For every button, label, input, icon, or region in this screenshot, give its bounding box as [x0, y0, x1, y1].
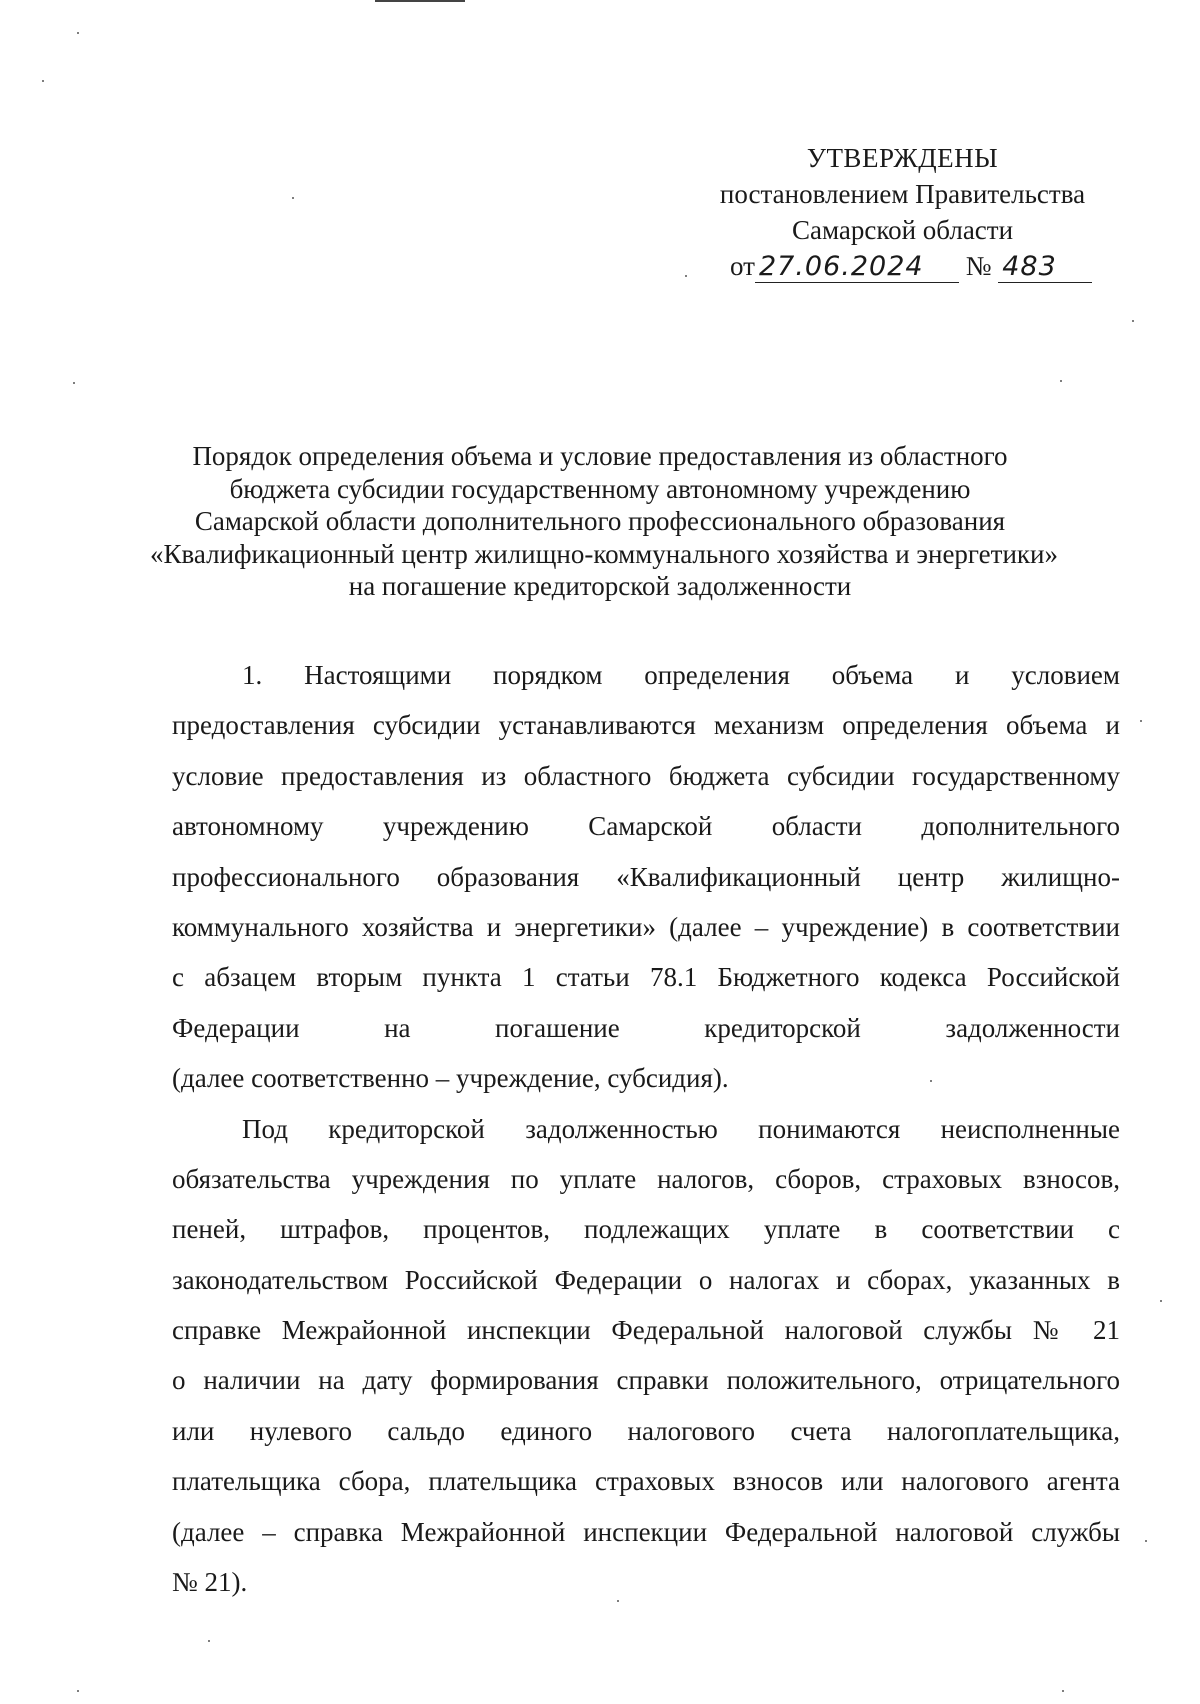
- scan-speck: [617, 1600, 619, 1602]
- scan-speck: [1160, 1300, 1162, 1302]
- paragraph-line: Под кредиторской задолженностью понимаются неисполненные: [242, 1113, 1120, 1144]
- title-line: бюджета субсидии государственному автономному учреждению: [229, 473, 971, 504]
- paragraph-line: профессионального образования «Квалификационный центр жилищно-: [172, 861, 1120, 892]
- paragraph-line: № 21).: [172, 1567, 248, 1598]
- title-line: на погашение кредиторской задолженности: [348, 571, 852, 602]
- scan-speck: [77, 1690, 79, 1692]
- scan-speck: [208, 1640, 210, 1642]
- paragraph-line: обязательства учреждения по уплате налогов, сборов, страховых взносов,: [172, 1163, 1120, 1194]
- paragraph-line: условие предоставления из областного бюджета субсидии государственному: [172, 760, 1120, 791]
- scan-speck: [42, 80, 44, 82]
- paragraph-line: или нулевого сальдо единого налогового счета налогоплательщика,: [172, 1415, 1120, 1446]
- paragraph-line: автономному учреждению Самарской области дополнительного: [172, 811, 1120, 842]
- approval-line-2: Самарской области: [791, 215, 1014, 245]
- number-prefix: №: [965, 251, 992, 281]
- paragraph-line: пеней, штрафов, процентов, подлежащих уплате в соответствии с: [172, 1214, 1120, 1245]
- approval-date-line: [700, 248, 1105, 284]
- approval-title: УТВЕРЖДЕНЫ: [806, 143, 999, 173]
- scan-speck: [685, 275, 687, 277]
- paragraph-line: с абзацем вторым пункта 1 статьи 78.1 Бюджетного кодекса Российской: [172, 962, 1120, 993]
- handwritten-date: 27.06.2024: [755, 252, 959, 283]
- document-body: [172, 650, 1120, 1607]
- paragraph-line: законодательством Российской Федерации о налогах и сборах, указанных в: [172, 1264, 1120, 1295]
- scan-speck: [930, 1080, 932, 1082]
- handwritten-number: 483: [998, 252, 1092, 283]
- paragraph-line: (далее соответственно – учреждение, субсидия).: [172, 1063, 729, 1094]
- paragraph-line: коммунального хозяйства и энергетики» (далее – учреждение) в соответствии: [172, 911, 1120, 942]
- title-line: «Квалификационный центр жилищно-коммунального хозяйства и энергетики»: [150, 538, 1058, 569]
- date-prefix: от: [730, 251, 755, 281]
- scan-speck: [1062, 1690, 1064, 1692]
- paragraph-line: о наличии на дату формирования справки положительного, отрицательного: [172, 1365, 1120, 1396]
- scan-speck: [77, 32, 79, 34]
- scan-speck: [1132, 320, 1134, 322]
- scan-speck: [73, 382, 75, 384]
- paragraph-line: (далее – справка Межрайонной инспекции Федеральной налоговой службы: [172, 1516, 1120, 1547]
- scan-speck: [1140, 720, 1142, 722]
- paragraph-line: плательщика сбора, плательщика страховых взносов или налогового агента: [172, 1466, 1120, 1497]
- paragraph-line: предоставления субсидии устанавливаются механизм определения объема и: [172, 710, 1120, 741]
- title-line: Самарской области дополнительного профессионального образования: [194, 506, 1006, 537]
- title-line: Порядок определения объема и условие предоставления из областного: [192, 441, 1008, 471]
- paragraph-2: [172, 1104, 1120, 1608]
- scan-speck: [1145, 1540, 1147, 1542]
- approval-line-1: постановлением Правительства: [719, 179, 1086, 209]
- scan-speck: [1060, 380, 1062, 382]
- paragraph-1: [172, 650, 1120, 1104]
- scan-edge-mark: [375, 0, 465, 2]
- paragraph-line: 1. Настоящими порядком определения объема и условием: [242, 660, 1120, 690]
- scan-speck: [292, 197, 294, 199]
- paragraph-line: справке Межрайонной инспекции Федеральной налоговой службы № 21: [172, 1315, 1120, 1346]
- approval-stamp-block: [700, 140, 1105, 284]
- document-title: [150, 440, 1058, 603]
- paragraph-line: Федерации на погашение кредиторской задолженности: [172, 1012, 1120, 1043]
